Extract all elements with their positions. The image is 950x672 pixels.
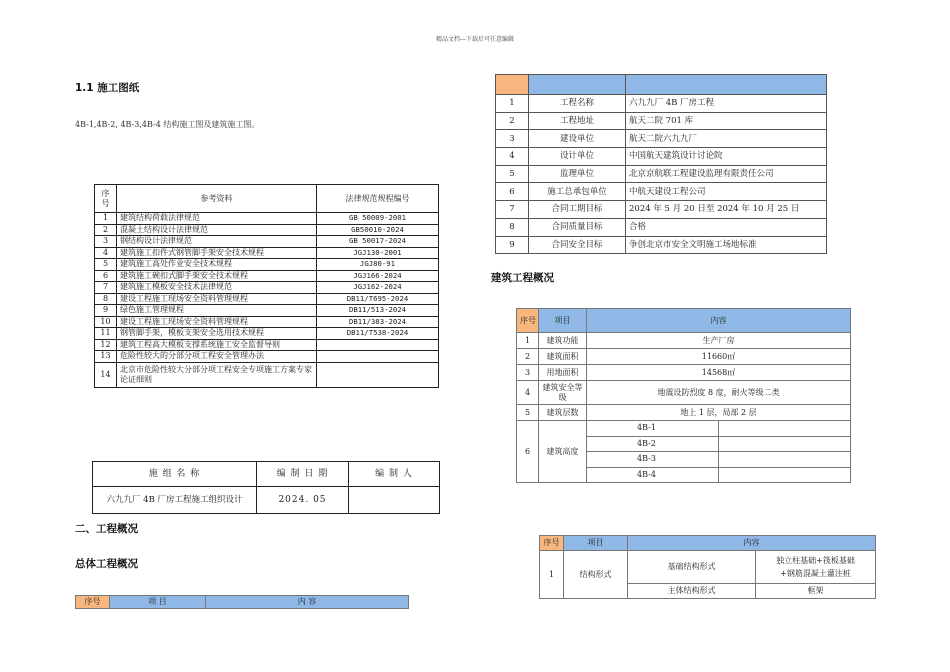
overview-subheading: 总体工程概况 — [75, 558, 138, 570]
ref-no: 14 — [95, 362, 117, 387]
building-name: 4B-2 — [587, 436, 719, 452]
signoff-header-date: 编 制 日 期 — [257, 462, 349, 487]
building-height — [719, 467, 851, 483]
arch-col-no: 序号 — [517, 309, 539, 333]
col-header-no: 序号 — [95, 185, 117, 213]
table-row — [95, 339, 439, 351]
main-structure-value: 框架 — [756, 584, 876, 599]
arch-col-content: 内容 — [587, 309, 851, 333]
ref-name: 建筑施工扣件式钢管脚手架安全技术规程 — [117, 247, 317, 259]
struct-col-item: 项目 — [564, 536, 628, 551]
table-row — [496, 95, 827, 113]
table-row — [95, 351, 439, 363]
arch-no: 2 — [517, 349, 539, 365]
ref-no: 9 — [95, 305, 117, 317]
arch-no: 3 — [517, 365, 539, 381]
table-row — [496, 201, 827, 219]
col-header-code: 法律规范规程编号 — [317, 185, 439, 213]
info-no: 7 — [496, 201, 529, 219]
table-row — [95, 270, 439, 282]
arch-no: 5 — [517, 405, 539, 421]
building-height — [719, 436, 851, 452]
table-row — [95, 282, 439, 294]
arch-content: 14568㎡ — [587, 365, 851, 381]
info-no: 3 — [496, 130, 529, 148]
ref-code — [317, 339, 439, 351]
ref-code: JGJ130-2001 — [317, 247, 439, 259]
info-label: 工程地址 — [529, 112, 626, 130]
overview-col-content: 内 容 — [206, 596, 409, 609]
info-header-no — [496, 75, 529, 95]
table-row — [95, 247, 439, 259]
info-value: 合格 — [626, 218, 827, 236]
arch-item: 建筑功能 — [539, 333, 587, 349]
table-row — [517, 405, 851, 421]
table-row — [95, 328, 439, 340]
arch-item: 建筑高度 — [539, 421, 587, 483]
info-value: 争创北京市安全文明施工场地标准 — [626, 236, 827, 254]
arch-col-item: 项目 — [539, 309, 587, 333]
ref-no: 8 — [95, 293, 117, 305]
section-heading-overview: 二、工程概况 — [75, 523, 138, 535]
table-row — [496, 165, 827, 183]
ref-no: 6 — [95, 270, 117, 282]
ref-name: 建筑施工模板安全技术法律规范 — [117, 282, 317, 294]
table-row — [95, 293, 439, 305]
info-no: 1 — [496, 95, 529, 113]
table-row — [496, 183, 827, 201]
ref-name: 混凝土结构设计法律规范 — [117, 224, 317, 236]
info-header-content — [626, 75, 827, 95]
ref-no: 10 — [95, 316, 117, 328]
info-value: 中国航天建筑设计讨论院 — [626, 148, 827, 166]
ref-code: JGJ162-2024 — [317, 282, 439, 294]
info-label: 施工总承包单位 — [529, 183, 626, 201]
table-row — [517, 421, 851, 437]
overview-col-item: 项 目 — [110, 596, 206, 609]
building-name: 4B-3 — [587, 452, 719, 468]
ref-code: DB11/383-2024 — [317, 316, 439, 328]
signoff-author — [349, 487, 440, 514]
ref-code: JGJ80-91 — [317, 259, 439, 271]
drawings-description: 4B-1,4B-2, 4B-3,4B-4 结构施工图及建筑施工图。 — [75, 120, 260, 129]
architecture-table — [516, 308, 851, 483]
main-structure-label: 主体结构形式 — [628, 584, 756, 599]
info-value: 2024 年 5 月 20 日至 2024 年 10 月 25 日 — [626, 201, 827, 219]
arch-content: 11660㎡ — [587, 349, 851, 365]
signoff-header-name: 施 组 名 称 — [93, 462, 257, 487]
ref-no: 1 — [95, 213, 117, 225]
ref-code: JGJ166-2024 — [317, 270, 439, 282]
ref-name: 建设工程施工现场安全资料管理规程 — [117, 316, 317, 328]
struct-row-item: 结构形式 — [564, 551, 628, 599]
ref-no: 5 — [95, 259, 117, 271]
arch-content: 生产厂房 — [587, 333, 851, 349]
info-label: 建设单位 — [529, 130, 626, 148]
table-row — [95, 316, 439, 328]
ref-name: 危险性较大的分部分项工程安全管理办法 — [117, 351, 317, 363]
signoff-table — [92, 461, 440, 514]
info-value: 中航天建设工程公司 — [626, 183, 827, 201]
info-label: 合同安全目标 — [529, 236, 626, 254]
info-no: 6 — [496, 183, 529, 201]
table-row — [496, 236, 827, 254]
arch-no: 1 — [517, 333, 539, 349]
foundation-value-line2: +钢筋混凝土灌注桩 — [780, 569, 851, 578]
ref-name: 建设工程施工现场安全资料管理规程 — [117, 293, 317, 305]
table-row — [95, 236, 439, 248]
ref-code: GB 50009-2001 — [317, 213, 439, 225]
signoff-plan-name: 六九九厂 4B 厂房工程施工组织设计 — [93, 487, 257, 514]
info-label: 监理单位 — [529, 165, 626, 183]
page-header: 精品文档---下载后可任意编辑 — [435, 36, 515, 43]
arch-item: 建筑面积 — [539, 349, 587, 365]
ref-name: 建筑结构荷载法律规范 — [117, 213, 317, 225]
table-row — [496, 148, 827, 166]
col-header-reference: 参考资料 — [117, 185, 317, 213]
architecture-heading: 建筑工程概况 — [491, 272, 554, 284]
arch-item: 用地面积 — [539, 365, 587, 381]
section-heading-drawings: 1.1 施工图纸 — [75, 82, 140, 94]
info-header-item — [529, 75, 626, 95]
table-row — [517, 365, 851, 381]
ref-name: 北京市危险性较大分部分项工程安全专项施工方案专家论证细则 — [117, 362, 317, 387]
references-header-row — [95, 185, 439, 213]
ref-name: 建筑施工高处作业安全技术规程 — [117, 259, 317, 271]
table-row — [95, 259, 439, 271]
ref-code: DB11/T695-2024 — [317, 293, 439, 305]
ref-code: GB50010-2024 — [317, 224, 439, 236]
foundation-value — [756, 551, 876, 584]
table-row — [95, 305, 439, 317]
arch-content: 地震设防烈度 8 度，耐火等级二类 — [587, 381, 851, 405]
ref-name: 建筑工程高大模板支撑系统施工安全监督导则 — [117, 339, 317, 351]
references-table — [94, 184, 439, 388]
ref-no: 13 — [95, 351, 117, 363]
building-name: 4B-1 — [587, 421, 719, 437]
ref-no: 7 — [95, 282, 117, 294]
table-row — [517, 349, 851, 365]
info-value: 北京京航联工程建设监理有限责任公司 — [626, 165, 827, 183]
foundation-value-line1: 独立柱基础+筏板基础 — [776, 556, 855, 565]
table-row — [517, 381, 851, 405]
arch-item: 建筑安全等级 — [539, 381, 587, 405]
table-row — [95, 362, 439, 387]
struct-row-no: 1 — [540, 551, 564, 599]
info-no: 9 — [496, 236, 529, 254]
ref-no: 2 — [95, 224, 117, 236]
table-row — [95, 213, 439, 225]
overview-table-header — [75, 595, 409, 609]
building-name: 4B-4 — [587, 467, 719, 483]
table-row — [517, 333, 851, 349]
info-label: 设计单位 — [529, 148, 626, 166]
ref-code — [317, 362, 439, 387]
info-value: 航天二院 701 库 — [626, 112, 827, 130]
ref-name: 钢结构设计法律规范 — [117, 236, 317, 248]
struct-col-content: 内容 — [628, 536, 876, 551]
table-row — [95, 224, 439, 236]
arch-item: 建筑层数 — [539, 405, 587, 421]
info-no: 4 — [496, 148, 529, 166]
ref-code: DB11/T538-2024 — [317, 328, 439, 340]
structure-table — [539, 535, 876, 599]
project-info-table — [495, 74, 827, 254]
ref-code: DB11/513-2024 — [317, 305, 439, 317]
arch-content: 地上 1 层，局部 2 层 — [587, 405, 851, 421]
info-no: 2 — [496, 112, 529, 130]
ref-no: 4 — [95, 247, 117, 259]
overview-col-no: 序号 — [76, 596, 110, 609]
ref-name: 钢管脚手架，模板支架安全选用技术规程 — [117, 328, 317, 340]
info-label: 合同工期目标 — [529, 201, 626, 219]
info-no: 8 — [496, 218, 529, 236]
ref-name: 绿色施工管理规程 — [117, 305, 317, 317]
signoff-date: 2024. 05 — [257, 487, 349, 514]
info-label: 合同质量目标 — [529, 218, 626, 236]
arch-no: 4 — [517, 381, 539, 405]
building-height — [719, 421, 851, 437]
table-row — [496, 130, 827, 148]
ref-code — [317, 351, 439, 363]
info-value: 六九九厂 4B 厂房工程 — [626, 95, 827, 113]
table-row — [496, 112, 827, 130]
ref-no: 12 — [95, 339, 117, 351]
info-label: 工程名称 — [529, 95, 626, 113]
arch-no: 6 — [517, 421, 539, 483]
ref-no: 11 — [95, 328, 117, 340]
struct-col-no: 序号 — [540, 536, 564, 551]
info-value: 航天二院六九九厂 — [626, 130, 827, 148]
signoff-header-author: 编 制 人 — [349, 462, 440, 487]
ref-name: 建筑施工碗扣式脚手架安全技术规程 — [117, 270, 317, 282]
table-row — [496, 218, 827, 236]
ref-code: GB 50017-2024 — [317, 236, 439, 248]
info-no: 5 — [496, 165, 529, 183]
ref-no: 3 — [95, 236, 117, 248]
foundation-label: 基础结构形式 — [628, 551, 756, 584]
building-height — [719, 452, 851, 468]
